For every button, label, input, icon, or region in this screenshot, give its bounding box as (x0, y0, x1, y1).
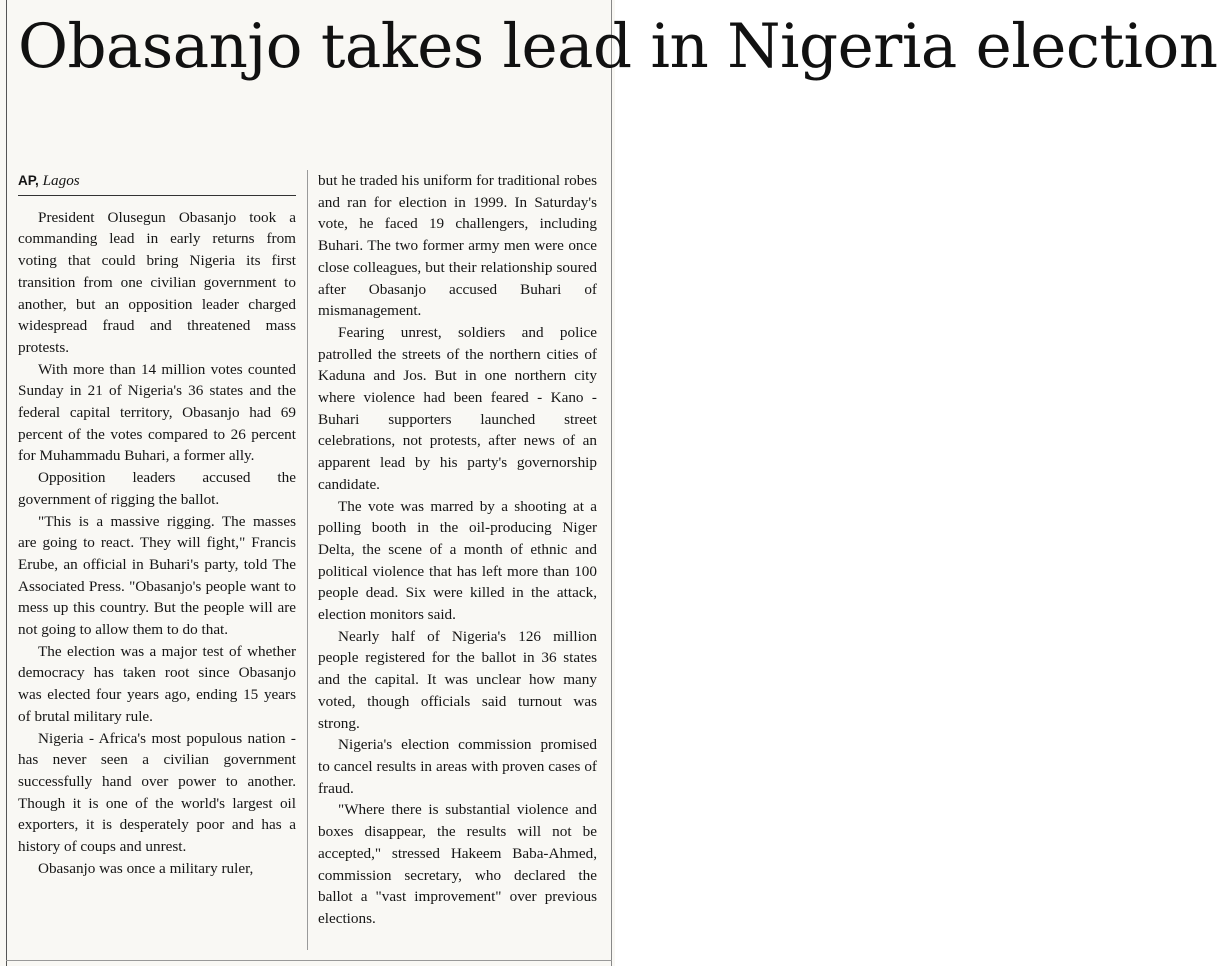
paragraph: Obasanjo was once a military ruler, (38, 859, 254, 877)
column-divider (307, 170, 308, 950)
paragraph: The election was a major test of whether democracy has taken root since Obasanjo was elected four years ago, ending 15 years of brutal military rule. (18, 642, 296, 725)
paragraph: Nearly half of Nigeria's 126 million people registered for the ballot in 36 states and the capital. It was unclear how many voted, though officials said turnout was strong. (318, 627, 597, 732)
paragraph: "This is a massive rigging. The masses are going to react. They will fight," Francis Erube, an official in Buhari's party, told The Associated Press. "Obasanjo's people want to mess up this country. But the people will are not going to allow them to do that. (18, 512, 296, 639)
headline-text: Obasanjo takes lead in Nigeria election (18, 11, 1218, 82)
paragraph: Fearing unrest, soldiers and police patrolled the streets of the northern cities of Kaduna and Jos. But in one northern city where violence had been feared - Kano - Buhari supporters launched street celebrations, not protests, after news of an apparent lead by his party's governorship candidate. (318, 323, 597, 493)
article-column-left (18, 170, 296, 879)
byline-agency: AP (18, 173, 36, 188)
clipping-left-edge (6, 0, 7, 966)
clipping-right-edge (611, 0, 612, 966)
paragraph-continuation: but he traded his uniform for traditional robes and ran for election in 1999. In Saturday's vote, he faced 19 challengers, including Buhari. The two former army men were once close colleagues, but their relationship soured after Obasanjo accused Buhari of mismanagement. (318, 172, 597, 320)
byline-separator: , (35, 173, 39, 188)
article-column-right (318, 170, 597, 930)
paragraph: "Where there is substantial violence and boxes disappear, the results will not be accepted," stressed Hakeem Baba-Ahmed, commission secretary, who declared the ballot a "vast improvement" over previous elections. (318, 801, 597, 927)
paragraph: Nigeria - Africa's most populous nation - has never seen a civilian government successfully hand over power to another. Though it is one of the world's largest oil exporters, it is desperately poor and has a history of coups and unrest. (18, 729, 296, 856)
byline (18, 170, 296, 192)
byline-location: Lagos (42, 172, 80, 189)
paragraph: The vote was marred by a shooting at a polling booth in the oil-producing Niger Delta, the scene of a month of ethnic and political violence that has left more than 100 people dead. Six were killed in the attack, election monitors said. (318, 497, 597, 624)
byline-rule (18, 195, 296, 196)
paragraph: With more than 14 million votes counted Sunday in 21 of Nigeria's 36 states and the federal capital territory, Obasanjo had 69 percent of the votes compared to 26 percent for Muhammadu Buhari, a former ally. (18, 360, 296, 465)
paragraph: Nigeria's election commission promised to cancel results in areas with proven cases of fraud. (318, 736, 597, 797)
paragraph: President Olusegun Obasanjo took a commanding lead in early returns from voting that could bring Nigeria its first transition from one civilian government to another, but an opposition leader charged widespread fraud and threatened mass protests. (18, 208, 296, 356)
paragraph: Opposition leaders accused the government of rigging the ballot. (18, 469, 296, 508)
headline (18, 4, 1218, 90)
clipping-bottom-edge (6, 960, 612, 961)
